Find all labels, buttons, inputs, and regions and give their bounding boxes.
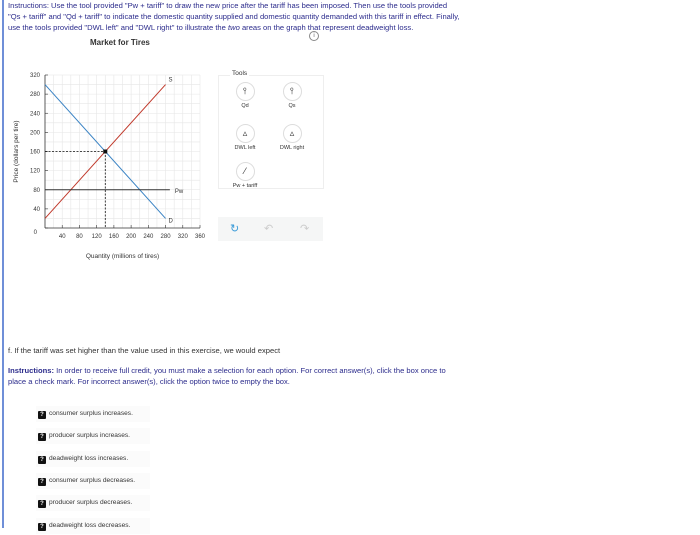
instructions-label: Instructions: (8, 366, 54, 375)
x-tick-label: 40 (58, 234, 66, 240)
option-label: deadweight loss decreases. (49, 521, 131, 529)
y-tick-label: 80 (33, 187, 40, 194)
y-tick-label: 280 (29, 92, 40, 99)
option-label: deadweight loss increases. (49, 454, 129, 462)
action-bar (218, 217, 323, 241)
x-tick-label: 160 (108, 234, 119, 240)
equilibrium-point (103, 150, 107, 154)
y-tick-label: 40 (33, 206, 40, 213)
x-tick-label: 320 (177, 234, 188, 240)
y-tick-label: 200 (29, 130, 40, 137)
redo-icon[interactable]: ↷ (300, 223, 310, 235)
tool-label: DWL left (234, 145, 256, 151)
answer-option[interactable] (36, 451, 150, 467)
x-tick-label: 200 (126, 234, 137, 240)
tool-pw-tariff[interactable] (225, 162, 265, 189)
answer-option[interactable] (36, 406, 150, 422)
question-text: f. If the tariff was set higher than the value used in this exercise, we would expect (8, 346, 281, 355)
series-label-s: S (168, 77, 173, 84)
triangle-tool-icon: ▵ (283, 124, 302, 143)
x-tick-label: 120 (91, 234, 102, 240)
x-axis-label: Quantity (millions of tires) (85, 253, 160, 260)
tool-label: DWL right (279, 145, 305, 151)
series-label-pw: Pw (174, 188, 184, 195)
y-axis-label: Price (dollars per tire) (13, 120, 20, 183)
chart-title: Market for Tires (90, 38, 150, 47)
instructions2-line-1 (8, 366, 446, 375)
info-icon[interactable]: i (309, 31, 319, 41)
instructions2-line-2: place a check mark. For incorrect answer(s), click the option twice to empty the box. (8, 377, 290, 386)
point-tool-icon: ⫯ (236, 82, 255, 101)
reset-icon[interactable]: ↻ (230, 223, 240, 235)
tool-dwl-left[interactable] (225, 124, 265, 151)
option-label: producer surplus increases. (49, 432, 130, 440)
y-tick-label: 160 (29, 149, 40, 156)
instructions-line-2: "Qs + tariff" and "Qd + tariff" to indicate the domestic quantity supplied and domestic quantity demanded with this tariff in effect. Finally, (8, 12, 460, 21)
line-tool-icon: ⁄ (236, 162, 255, 181)
tool-qs[interactable] (272, 82, 312, 109)
tool-label: Qd (241, 103, 249, 109)
tool-label: Qs (288, 103, 296, 109)
tool-qd[interactable] (225, 82, 265, 109)
option-label: consumer surplus decreases. (49, 476, 136, 484)
triangle-tool-icon: ▵ (236, 124, 255, 143)
tool-dwl-right[interactable] (272, 124, 312, 151)
y-tick-label: 320 (29, 73, 40, 79)
answer-option[interactable] (36, 495, 150, 511)
instructions-text: use the tools provided "DWL left" and "DWL right" to illustrate the (8, 23, 228, 32)
y-tick-label: 120 (29, 168, 40, 175)
option-label: producer surplus decreases. (49, 499, 133, 507)
instructions-emphasis: two (228, 23, 240, 32)
y-tick-label: 240 (29, 111, 40, 118)
instructions-text: areas on the graph that represent deadweight loss. (239, 23, 414, 32)
unanswered-checkbox-icon[interactable]: ? (38, 433, 46, 441)
answer-option[interactable] (36, 473, 150, 489)
point-tool-icon: ⫯ (283, 82, 302, 101)
x-tick-label: 280 (160, 234, 171, 240)
answer-option[interactable] (36, 428, 150, 444)
unanswered-checkbox-icon[interactable]: ? (38, 523, 46, 531)
x-tick-label: 80 (76, 234, 83, 240)
instructions-text: In order to receive full credit, you must make a selection for each option. For correct answer(s), click the box once to (54, 366, 446, 375)
unanswered-checkbox-icon[interactable]: ? (38, 456, 46, 464)
tools-label: Tools (232, 70, 248, 77)
answer-option[interactable] (36, 518, 150, 534)
x-tick-label: 240 (143, 234, 154, 240)
tool-label: Pw + tariff (232, 183, 258, 189)
x-tick-label: 360 (194, 234, 206, 240)
unanswered-checkbox-icon[interactable]: ? (38, 478, 46, 486)
option-label: consumer surplus increases. (49, 410, 133, 417)
series-label-d: D (168, 218, 173, 225)
unanswered-checkbox-icon[interactable]: ? (38, 411, 46, 419)
instructions-line-1: Instructions: Use the tool provided "Pw + tariff" to draw the new price after the tariff has been imposed. Then use the tools provided (8, 1, 448, 10)
y-tick-label: 0 (33, 230, 37, 236)
unanswered-checkbox-icon[interactable]: ? (38, 500, 46, 508)
undo-icon[interactable]: ↶ (264, 223, 274, 235)
